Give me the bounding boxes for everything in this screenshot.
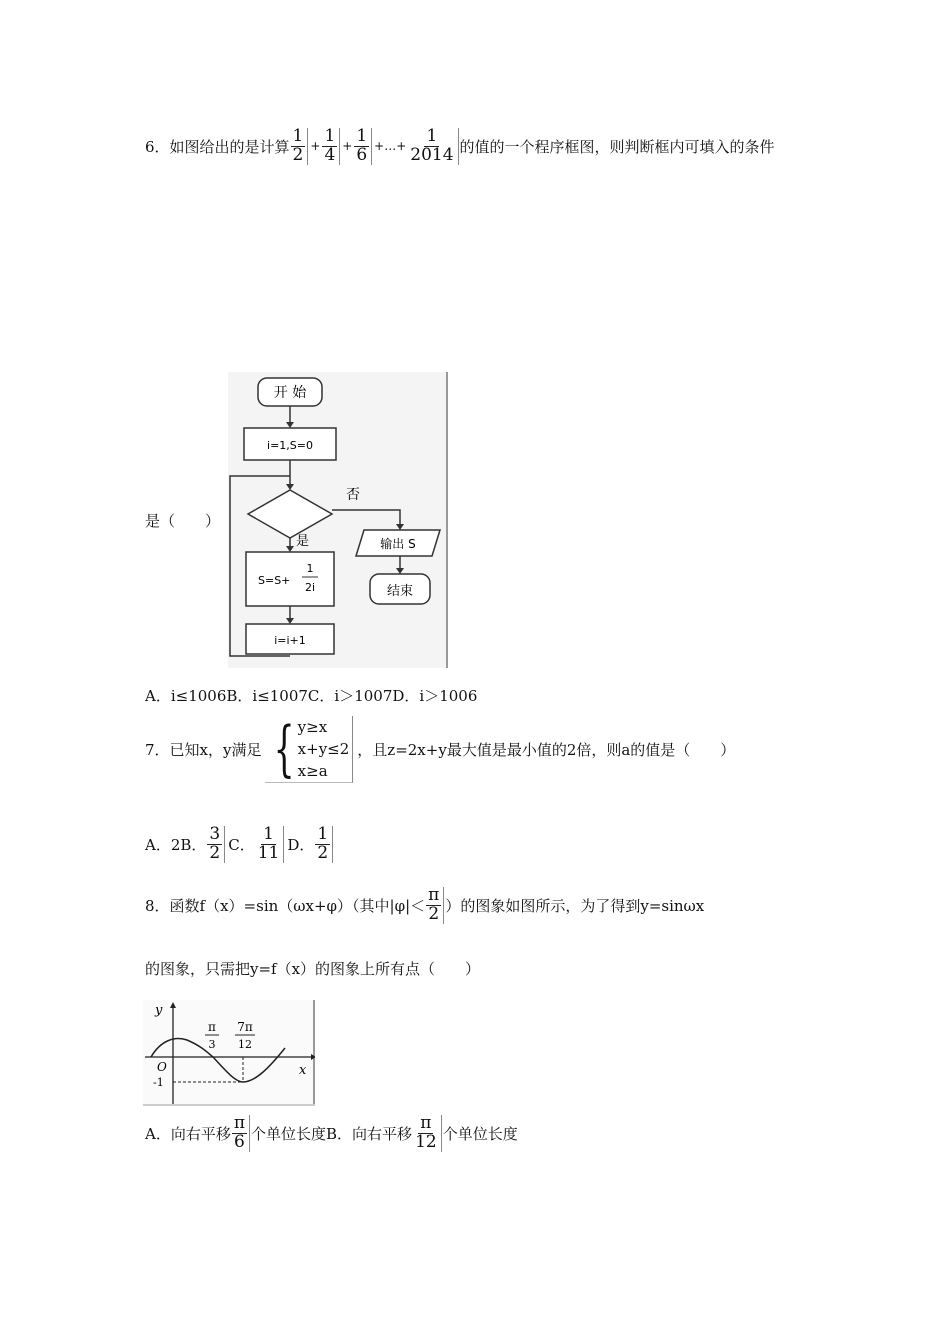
q8-frac-phi: $\frac{\pi}{2}$ bbox=[426, 887, 444, 924]
q8-opt-a: A．向右平移 bbox=[145, 1124, 231, 1143]
q8-stem-line bbox=[145, 887, 704, 924]
q8-suffix: ）的图象如图所示，为了得到y=sinωx bbox=[445, 896, 705, 915]
q6-frac-4: $\frac{1}{2014}$ bbox=[408, 128, 458, 165]
tick-pi-3-den: 3 bbox=[208, 1038, 216, 1051]
q7-constraint-system bbox=[265, 716, 353, 783]
q7-options bbox=[145, 826, 334, 863]
q6-prefix: 6．如图给出的是计算 bbox=[145, 137, 290, 156]
q8-line2: 的图象，只需把y=f（x）的图象上所有点（ ） bbox=[145, 960, 481, 978]
brace-icon: { bbox=[274, 714, 296, 784]
y-axis-label: y bbox=[155, 1003, 163, 1018]
flow-output-text: 输出 S bbox=[380, 537, 416, 551]
ellipsis: +…+ bbox=[374, 139, 407, 154]
q7-stem-line bbox=[145, 716, 735, 783]
q6-frac-1: $\frac{1}{2}$ bbox=[291, 128, 309, 165]
flow-update-den: 2i bbox=[304, 581, 316, 594]
tick-7pi-12-den: 12 bbox=[238, 1038, 252, 1051]
q6-cont: 是（ ） bbox=[145, 512, 221, 530]
plus-sign: + bbox=[310, 139, 321, 154]
x-axis-label: x bbox=[299, 1063, 307, 1078]
q7-opt-a: A．2B． bbox=[145, 835, 207, 854]
q6-frac-2: $\frac{1}{4}$ bbox=[322, 128, 340, 165]
flow-update-num: 1 bbox=[306, 562, 314, 575]
q6-flowchart bbox=[228, 372, 448, 668]
flow-yes-label: 是 bbox=[296, 534, 310, 549]
q7-opt-c: C． bbox=[228, 835, 255, 854]
flow-end-text: 结束 bbox=[386, 584, 414, 599]
flow-no-label: 否 bbox=[346, 487, 360, 503]
q7-frac-b: $\frac{3}{2}$ bbox=[207, 826, 225, 863]
q8-prefix: 8．函数f（x）=sin（ωx+φ）（其中|φ|＜ bbox=[145, 896, 426, 915]
q8-graph bbox=[143, 1000, 315, 1106]
flow-incr-text: i=i+1 bbox=[274, 634, 306, 647]
plus-sign: + bbox=[342, 139, 353, 154]
q7-condition-3: x≥a bbox=[297, 762, 328, 780]
flow-init-text: i=1,S=0 bbox=[267, 439, 313, 452]
q8-opt-b-suffix: 个单位长度 bbox=[442, 1124, 518, 1143]
q7-frac-d: $\frac{1}{2}$ bbox=[315, 826, 333, 863]
q8-frac-b: $\frac{\pi}{12}$ bbox=[413, 1115, 442, 1152]
q8-opt-a-suffix: 个单位长度B．向右平移 bbox=[251, 1124, 413, 1143]
flow-start-text: 开 始 bbox=[273, 385, 307, 401]
q8-options bbox=[145, 1115, 518, 1152]
tick-7pi-12-num: 7π bbox=[237, 1020, 253, 1034]
q7-condition-1: y≥x bbox=[297, 718, 328, 736]
q7-frac-c: $\frac{1}{11}$ bbox=[256, 826, 285, 863]
neg-one-label: -1 bbox=[153, 1076, 164, 1089]
origin-label: O bbox=[157, 1060, 167, 1074]
tick-pi-3-num: π bbox=[208, 1020, 216, 1034]
q6-suffix: 的值的一个程序框图，则判断框内可填入的条件 bbox=[459, 137, 775, 156]
q6-frac-3: $\frac{1}{6}$ bbox=[354, 128, 372, 165]
flow-update-text: S=S+ bbox=[258, 574, 291, 587]
q7-suffix: ，且z=2x+y最大值是最小值的2倍，则a的值是（ ） bbox=[357, 741, 736, 759]
q6-stem-line bbox=[145, 128, 775, 165]
q6-options: A．i≤1006B．i≤1007C．i＞1007D．i＞1006 bbox=[145, 687, 478, 705]
q7-condition-2: x+y≤2 bbox=[297, 740, 350, 758]
q7-prefix: 7．已知x，y满足 bbox=[145, 741, 262, 759]
q8-frac-a: $\frac{\pi}{6}$ bbox=[232, 1115, 250, 1152]
q7-opt-d: D． bbox=[287, 835, 315, 854]
